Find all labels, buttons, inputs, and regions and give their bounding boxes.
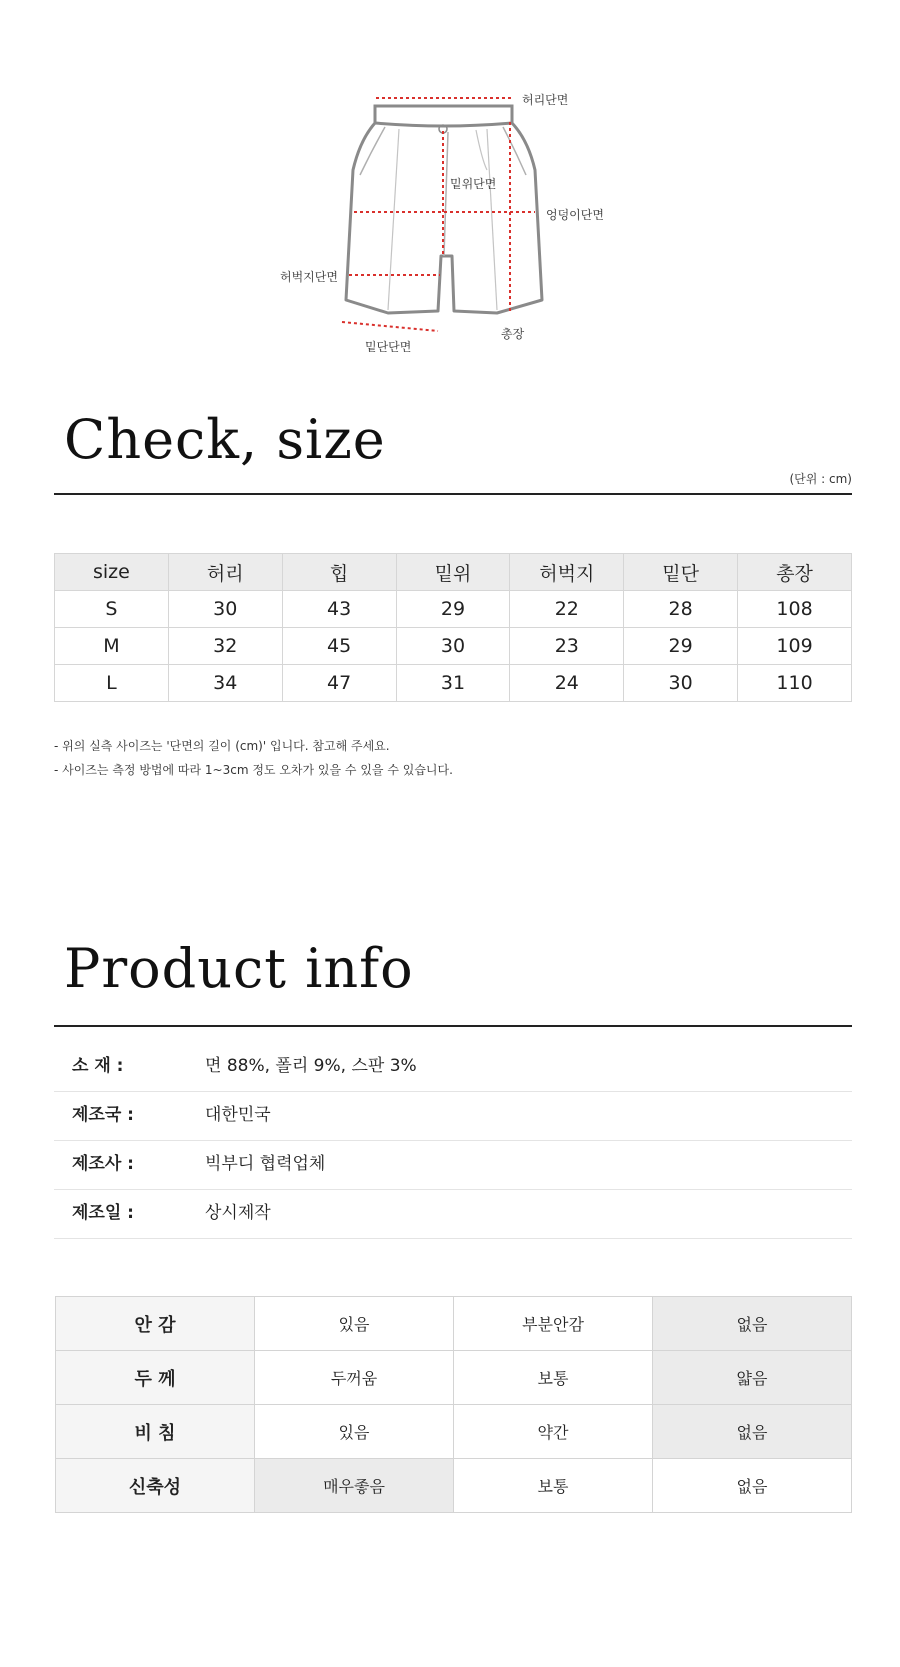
cell: M	[55, 628, 169, 665]
cell: 29	[624, 628, 738, 665]
attr-row-stretch	[56, 1459, 852, 1513]
table-row	[55, 628, 852, 665]
attr-row-thickness	[56, 1351, 852, 1405]
info-key: 소 재 :	[72, 1056, 124, 1076]
size-section-divider	[54, 493, 852, 495]
cell: 23	[510, 628, 624, 665]
cell: 29	[396, 591, 510, 628]
size-note-1: - 위의 실측 사이즈는 '단면의 길이 (cm)' 입니다. 참고해 주세요.	[54, 739, 390, 753]
cell: 110	[738, 665, 852, 702]
thigh-label: 허벅지단면	[280, 270, 338, 284]
product-section-title: Product info	[64, 937, 414, 1000]
cell: 108	[738, 591, 852, 628]
info-key: 제조국 :	[72, 1105, 134, 1125]
size-section-title: Check, size	[64, 408, 386, 471]
cell: 30	[396, 628, 510, 665]
attr-option: 보통	[454, 1459, 653, 1513]
size-table	[54, 553, 852, 702]
info-row-manufacturer	[54, 1140, 852, 1190]
cell: L	[55, 665, 169, 702]
attr-option: 없음	[653, 1405, 852, 1459]
attr-option: 부분안감	[454, 1297, 653, 1351]
attr-option: 있음	[255, 1297, 454, 1351]
header-hem: 밑단	[624, 554, 738, 591]
info-value: 면 88%, 폴리 9%, 스판 3%	[205, 1056, 417, 1076]
rise-label: 밑위단면	[450, 177, 497, 191]
attr-label: 두 께	[56, 1351, 255, 1405]
info-row-country	[54, 1091, 852, 1141]
cell: 109	[738, 628, 852, 665]
info-value: 빅부디 협력업체	[205, 1154, 326, 1174]
table-row	[55, 665, 852, 702]
attr-option: 없음	[653, 1297, 852, 1351]
attr-label: 신축성	[56, 1459, 255, 1513]
hip-label: 엉덩이단면	[546, 208, 604, 222]
header-length: 총장	[738, 554, 852, 591]
header-thigh: 허벅지	[510, 554, 624, 591]
cell: 32	[168, 628, 282, 665]
cell: S	[55, 591, 169, 628]
cell: 28	[624, 591, 738, 628]
info-row-date	[54, 1189, 852, 1239]
length-label: 총장	[501, 327, 525, 341]
cell: 34	[168, 665, 282, 702]
product-section-divider	[54, 1025, 852, 1027]
info-key: 제조사 :	[72, 1154, 134, 1174]
cell: 45	[282, 628, 396, 665]
unit-note: (단위 : cm)	[789, 472, 852, 486]
info-value: 상시제작	[205, 1203, 271, 1223]
waist-label: 허리단면	[522, 93, 569, 107]
attr-row-sheerness	[56, 1405, 852, 1459]
attr-option: 두꺼움	[255, 1351, 454, 1405]
size-note-2: - 사이즈는 측정 방법에 따라 1~3cm 정도 오차가 있을 수 있을 수 있습니다.	[54, 763, 453, 777]
attr-option: 얇음	[653, 1351, 852, 1405]
cell: 43	[282, 591, 396, 628]
attr-option: 매우좋음	[255, 1459, 454, 1513]
attr-label: 안 감	[56, 1297, 255, 1351]
cell: 24	[510, 665, 624, 702]
hem-label: 밑단단면	[365, 340, 412, 354]
attributes-table	[55, 1296, 852, 1513]
header-size: size	[55, 554, 169, 591]
cell: 22	[510, 591, 624, 628]
info-row-material	[54, 1042, 852, 1092]
cell: 47	[282, 665, 396, 702]
table-row	[55, 591, 852, 628]
attr-option: 보통	[454, 1351, 653, 1405]
size-table-header	[55, 554, 852, 591]
attr-option: 없음	[653, 1459, 852, 1513]
cell: 30	[624, 665, 738, 702]
header-waist: 허리	[168, 554, 282, 591]
shorts-measurement-diagram	[0, 0, 900, 370]
cell: 31	[396, 665, 510, 702]
attr-label: 비 침	[56, 1405, 255, 1459]
info-value: 대한민국	[205, 1105, 271, 1125]
attr-option: 약간	[454, 1405, 653, 1459]
header-hip: 힙	[282, 554, 396, 591]
attr-option: 있음	[255, 1405, 454, 1459]
attr-row-lining	[56, 1297, 852, 1351]
info-key: 제조일 :	[72, 1203, 134, 1223]
header-rise: 밑위	[396, 554, 510, 591]
cell: 30	[168, 591, 282, 628]
